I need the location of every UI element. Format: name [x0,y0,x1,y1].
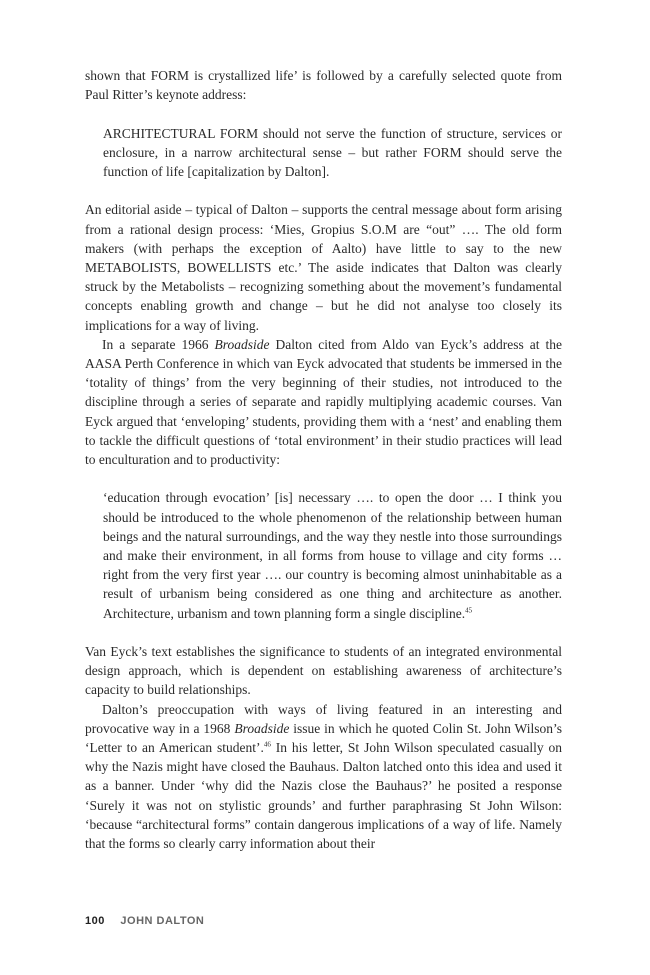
page-number: 100 [85,915,105,927]
quote-text: ARCHITECTURAL FORM should not serve the function of structure, services or enclosure, in a narrow architectural sense – but rather FORM should serve the function of life [capitalization by Dalton]. [103,125,562,179]
publication-title: Broadside [234,720,290,736]
quote-text [103,488,562,622]
text-run: Dalton’s preoccupation with ways of living featured in an interesting and provocative way in a 1968 [85,701,562,736]
text-run: Dalton cited from Aldo van Eyck’s address at the AASA Perth Conference in which van Eyck advocated that students be immersed in the ‘totality of things’ from the very beginning of their studies, not introduced to the discipline through a series of separate and rapidly multiplying academic courses. Van Eyck argued that ‘enveloping’ students, providing them with a ‘nest’ and enabling them to tackle the difficult questions of ‘total environment’ in their studio practices will lead to enculturation and to productivity: [85,336,562,468]
paragraph-bauhaus [85,700,562,854]
block-quote-ritter [85,124,562,182]
paragraph-integrated-approach: Van Eyck’s text establishes the significance to students of an integrated environmental design approach, which is dependent on establishing awareness of architecture’s capacity to build relationships. [85,644,562,698]
spacer [85,623,562,642]
spacer [85,469,562,488]
paragraph-van-eyck [85,335,562,469]
running-head: JOHN DALTON [120,915,205,927]
footnote-marker: 45 [465,606,473,615]
page-footer [85,915,204,927]
text-run: issue in which he quoted Colin St. John Wilson’s ‘Letter to an American student’. [85,720,562,756]
text-run: In his letter, St John Wilson speculated casually on why the Nazis might have closed the Bauhaus. Dalton latched onto this idea and used it as a banner. Under ‘why did the Nazis close the Bauhaus?’ he posited a response ‘Surely it was not on stylistic grounds’ and further paraphrasing St John Wilson: ‘because “architectural forms” contain dangerous implications of a way of life. Namely that the forms so clearly carry information about their [85,740,563,852]
spacer [85,104,562,123]
paragraph-continuation: shown that FORM is crystallized life’ is followed by a carefully selected quote from Paul Ritter’s keynote address: [85,68,562,103]
text-run: ‘education through evocation’ [is] necessary …. to open the door … I think you should be introduced to the whole phenomenon of the relationship between human beings and the natural surroundings, and the way they nestle into those surroundings and make their environment, in all forms from house to village and city forms … right from the very first year …. our country is becoming almost uninhabitable as a result of urbanism being considered as one thing and architecture as another. Architecture, urbanism and town planning form a single discipline. [103,490,562,621]
footnote-marker: 46 [263,740,271,749]
body-text [85,66,562,853]
block-quote-van-eyck [85,488,562,622]
spacer [85,181,562,200]
paragraph-editorial-aside: An editorial aside – typical of Dalton – supports the central message about form arising from a rational design process: ‘Mies, Gropius S.O.M are “out” …. The old form makers (with perhaps the exception of Aalto) have little to say to the new METABOLISTS, BOWELLISTS etc.’ The aside indicates that Dalton was clearly struck by the Metabolists – recognizing something about the movement’s fundamental concepts enabling growth and change – but he did not analyse too closely its implications for a way of living. [85,202,562,333]
text-run: In a separate 1966 [102,336,215,352]
publication-title: Broadside [214,336,270,352]
